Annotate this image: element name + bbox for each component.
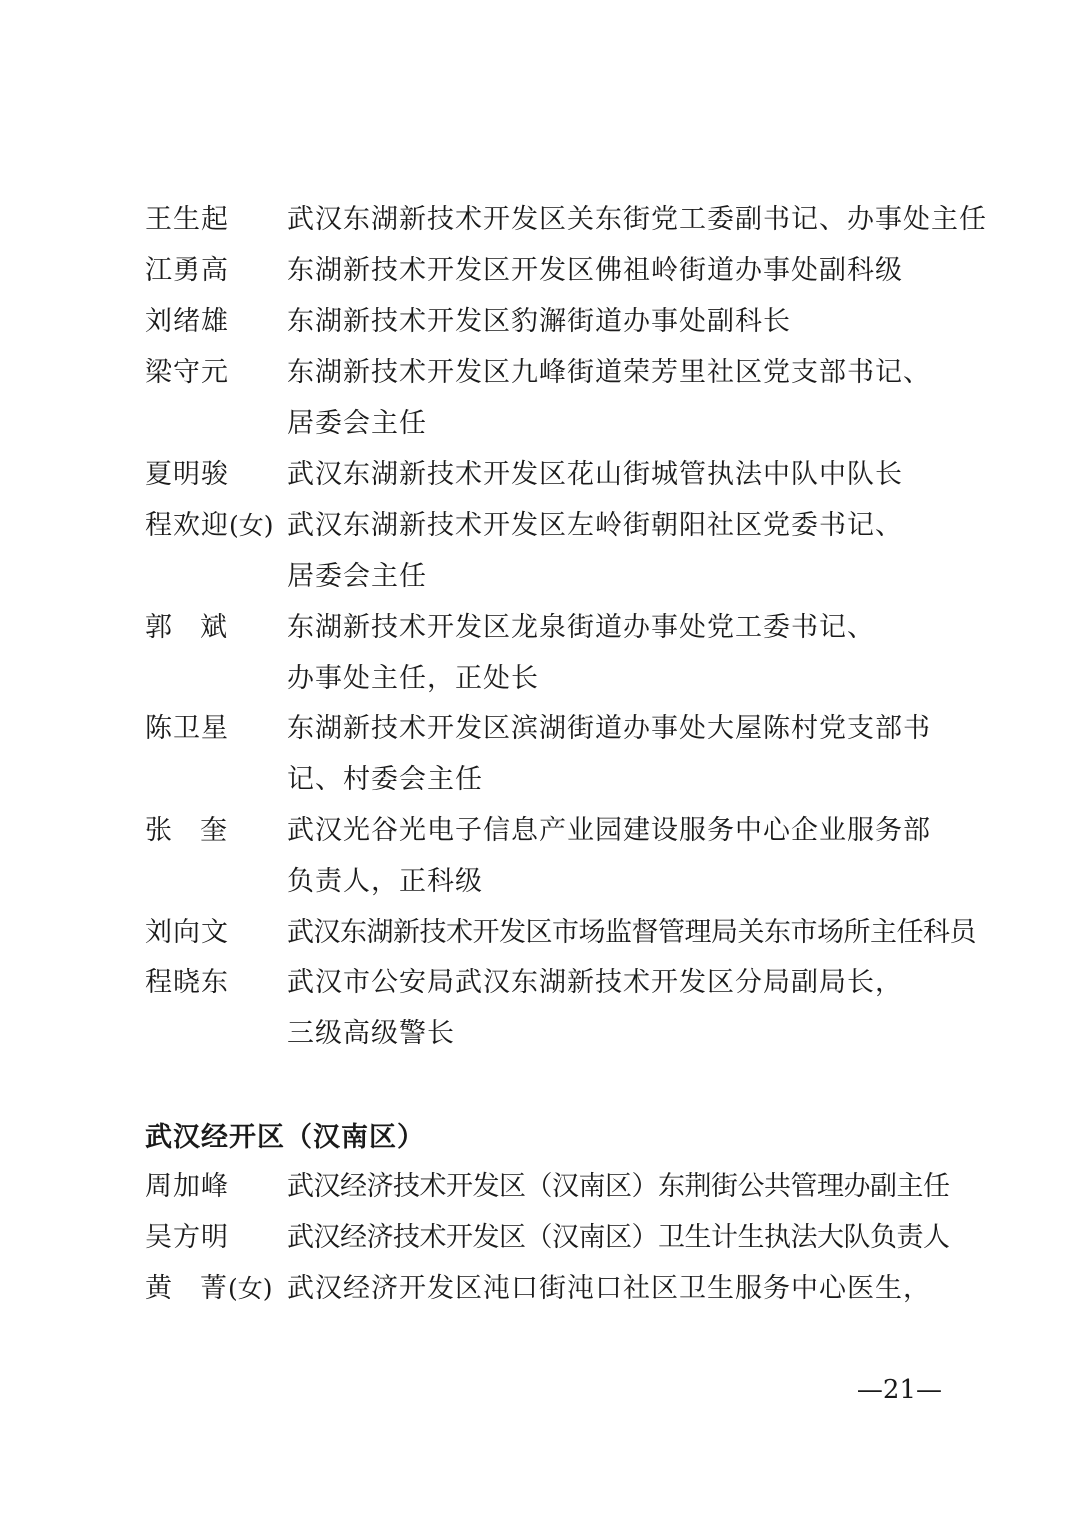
gender-note: (女) [229, 511, 274, 540]
person-title: 武汉经济技术开发区（汉南区）卫生计生执法大队负责人 [287, 1222, 950, 1253]
person-title: 武汉东湖新技术开发区花山街城管执法中队中队长 [287, 459, 903, 490]
person-name: 周加峰 [145, 1171, 229, 1202]
person-name: 郭 斌 [145, 612, 228, 643]
person-title: 东湖新技术开发区龙泉街道办事处党工委书记、 办事处主任，正处长 [287, 612, 875, 694]
person-name: 张 奎 [145, 815, 228, 846]
person-title: 东湖新技术开发区开发区佛祖岭街道办事处副科级 [287, 255, 903, 286]
person-name: 夏明骏 [145, 459, 229, 490]
person-name: 江勇高 [145, 255, 229, 286]
person-name: 程欢迎(女) [145, 510, 274, 541]
person-name: 黄 菁(女) [145, 1273, 273, 1304]
person-title: 武汉光谷光电子信息产业园建设服务中心企业服务部 负责人，正科级 [287, 815, 931, 897]
person-name: 陈卫星 [145, 713, 229, 744]
person-title: 武汉东湖新技术开发区关东街党工委副书记、办事处主任 [287, 204, 987, 235]
person-name: 吴方明 [145, 1222, 229, 1253]
gender-note: (女) [228, 1274, 273, 1303]
page-number: —21— [856, 1375, 942, 1405]
person-title: 东湖新技术开发区豹澥街道办事处副科长 [287, 306, 791, 337]
section-heading: 武汉经开区（汉南区） [145, 1122, 425, 1153]
person-name: 刘向文 [145, 917, 229, 948]
person-title: 武汉经济开发区沌口街沌口社区卫生服务中心医生， [287, 1273, 931, 1304]
person-name: 程晓东 [145, 967, 229, 998]
person-title: 武汉东湖新技术开发区市场监督管理局关东市场所主任科员 [287, 917, 976, 948]
person-title: 武汉市公安局武汉东湖新技术开发区分局副局长， 三级高级警长 [287, 967, 903, 1049]
person-title: 武汉经济技术开发区（汉南区）东荆街公共管理办副主任 [287, 1171, 950, 1202]
person-title: 东湖新技术开发区滨湖街道办事处大屋陈村党支部书 记、村委会主任 [287, 713, 931, 795]
person-name: 刘绪雄 [145, 306, 229, 337]
person-title: 东湖新技术开发区九峰街道荣芳里社区党支部书记、 居委会主任 [287, 357, 931, 439]
person-name: 王生起 [145, 204, 229, 235]
person-name: 梁守元 [145, 357, 229, 388]
person-title: 武汉东湖新技术开发区左岭街朝阳社区党委书记、 居委会主任 [287, 510, 903, 592]
